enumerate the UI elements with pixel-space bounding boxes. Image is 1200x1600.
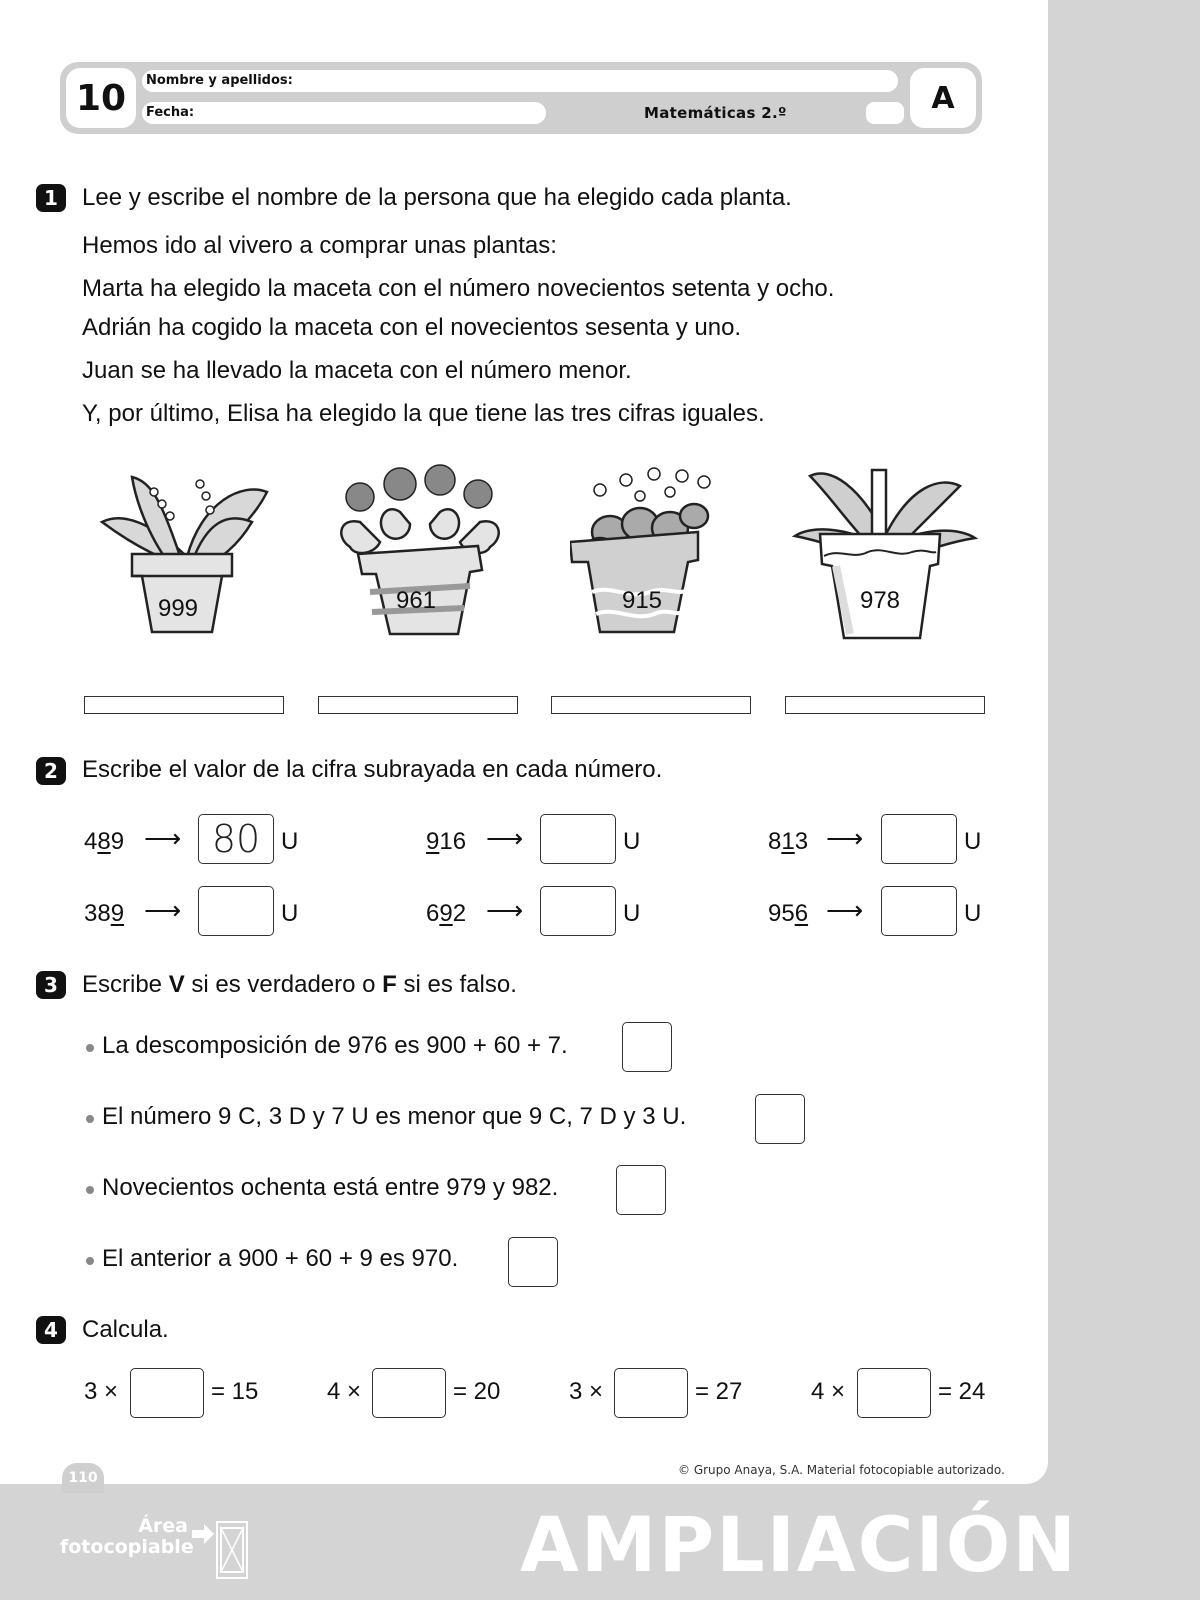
answer-line-3[interactable] [551, 696, 751, 714]
story-line: Juan se ha llevado la maceta con el número menor. [82, 357, 632, 384]
photocopy-area-icon [190, 1520, 260, 1582]
multiplication-left: 4 × [327, 1378, 362, 1405]
arrow-icon: ⟶ [486, 895, 524, 925]
story-line: Y, por último, Elisa ha elegido la que tiene las tres cifras iguales. [82, 400, 765, 427]
multiplication-left: 3 × [569, 1378, 604, 1405]
pot-number: 999 [157, 595, 199, 622]
area-fotocopiable-label: Área fotocopiable [60, 1515, 194, 1558]
answer-line-4[interactable] [785, 696, 985, 714]
unit-label: U [964, 828, 982, 855]
unit-label: U [964, 900, 982, 927]
bullet-icon [86, 1044, 94, 1052]
pot-number: 961 [395, 587, 437, 614]
exercise-1-instruction: Lee y escribe el nombre de la persona que ha elegido cada planta. [82, 184, 792, 211]
exercise-2-instruction: Escribe el valor de la cifra subrayada en cada número. [82, 756, 663, 783]
exercise-4-number: 4 [36, 1316, 66, 1344]
statement: El anterior a 900 + 60 + 9 es 970. [102, 1245, 459, 1272]
bullet-icon [86, 1115, 94, 1123]
unit-label: U [281, 900, 299, 927]
arrow-icon: ⟶ [826, 895, 864, 925]
statement: El número 9 C, 3 D y 7 U es menor que 9 C, 7 D y 3 U. [102, 1103, 687, 1130]
exercise-3-number: 3 [36, 971, 66, 999]
value-answer-box[interactable] [540, 886, 616, 936]
story-line: Marta ha elegido la maceta con el número novecientos setenta y ocho. [82, 275, 835, 302]
multiplication-left: 3 × [84, 1378, 119, 1405]
arrow-icon: ⟶ [144, 895, 182, 925]
underlined-number: 692 [426, 900, 467, 927]
ampliacion-banner: AMPLIACIÓN [520, 1500, 1078, 1589]
true-false-box[interactable] [616, 1165, 666, 1215]
true-false-box[interactable] [508, 1237, 558, 1287]
value-answer-box[interactable] [540, 814, 616, 864]
arrow-icon: ⟶ [826, 823, 864, 853]
multiplication-answer-box[interactable] [130, 1368, 204, 1418]
copyright-notice: © Grupo Anaya, S.A. Material fotocopiable autorizado. [678, 1463, 1005, 1477]
plant-pot-1-illustration [92, 462, 282, 652]
exercise-1-number: 1 [36, 184, 66, 212]
pot-number: 978 [859, 587, 901, 614]
story-line: Hemos ido al vivero a comprar unas plantas: [82, 232, 557, 259]
date-field[interactable] [142, 102, 546, 124]
unit-label: U [623, 900, 641, 927]
level-badge: A [910, 68, 976, 128]
exercise-3-instruction: Escribe V si es verdadero o F si es falso. [82, 971, 517, 998]
multiplication-right: = 20 [453, 1378, 501, 1405]
value-answer-box[interactable]: 80 [198, 814, 274, 864]
statement: La descomposición de 976 es 900 + 60 + 7. [102, 1032, 568, 1059]
bullet-icon [86, 1257, 94, 1265]
arrow-icon: ⟶ [486, 823, 524, 853]
score-box [866, 102, 904, 124]
true-false-box[interactable] [755, 1094, 805, 1144]
answer-line-2[interactable] [318, 696, 518, 714]
true-false-box[interactable] [622, 1022, 672, 1072]
story-line: Adrián ha cogido la maceta con el novecientos sesenta y uno. [82, 314, 742, 341]
bullet-icon [86, 1186, 94, 1194]
exercise-2-number: 2 [36, 757, 66, 785]
underlined-number: 489 [84, 828, 125, 855]
plant-pot-2-illustration [330, 462, 510, 652]
multiplication-answer-box[interactable] [614, 1368, 688, 1418]
multiplication-right: = 27 [695, 1378, 743, 1405]
underlined-number: 389 [84, 900, 125, 927]
multiplication-left: 4 × [811, 1378, 846, 1405]
value-answer-box[interactable] [198, 886, 274, 936]
statement: Novecientos ochenta está entre 979 y 982. [102, 1174, 559, 1201]
header-bar [60, 62, 982, 134]
unit-label: U [623, 828, 641, 855]
underlined-number: 956 [768, 900, 809, 927]
exercise-4-instruction: Calcula. [82, 1316, 169, 1343]
unit-number: 10 [66, 68, 136, 128]
value-answer-box[interactable] [881, 814, 957, 864]
subject-label: Matemáticas 2.º [644, 104, 787, 122]
page-number: 110 [62, 1463, 104, 1493]
name-label: Nombre y apellidos: [146, 73, 293, 88]
pot-number: 915 [621, 587, 663, 614]
multiplication-answer-box[interactable] [372, 1368, 446, 1418]
plant-pot-3-illustration [570, 462, 730, 652]
date-label: Fecha: [146, 105, 195, 120]
underlined-number: 916 [426, 828, 467, 855]
answer-line-1[interactable] [84, 696, 284, 714]
multiplication-right: = 24 [938, 1378, 986, 1405]
value-answer-box[interactable] [881, 886, 957, 936]
underlined-number: 813 [768, 828, 809, 855]
unit-label: U [281, 828, 299, 855]
multiplication-right: = 15 [211, 1378, 259, 1405]
plant-pot-4-illustration [790, 456, 980, 656]
multiplication-answer-box[interactable] [857, 1368, 931, 1418]
arrow-icon: ⟶ [144, 823, 182, 853]
